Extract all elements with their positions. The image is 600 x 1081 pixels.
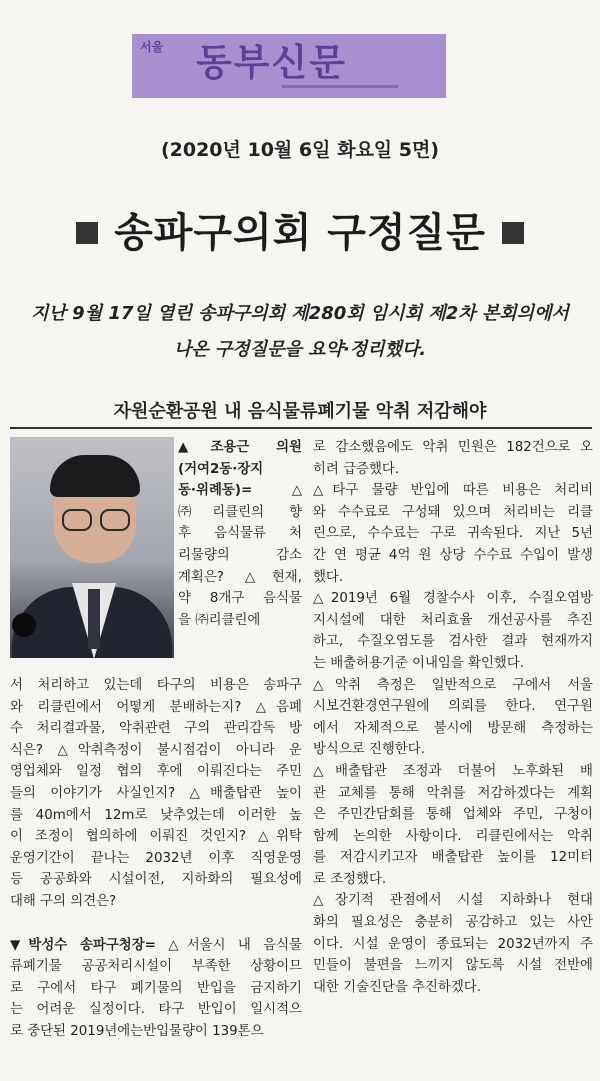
lede-line-2: 나온 구정질문을 요약·정리했다. [173,339,427,360]
article-line: 는 배출허용기준 이내임을 확인했다. [313,655,525,671]
article-line: 로 감소했음에도 악취 민원은 182건으로 오 [313,440,593,455]
article-line: 대해 구의 의견은? [10,893,117,909]
article-line: 로 구에서 타구 폐기물의 반입을 금지하기 [10,980,302,996]
masthead-title: 동부신문 [196,40,347,84]
councilor-photo [10,437,174,658]
article-line: 와 수수료로 구성돼 있으며 처리비는 리클 [313,504,593,520]
article-line: 민들이 불편을 느끼지 않도록 시설 전반에 [313,958,593,974]
article-line: 계획은? △현재, [178,569,302,585]
article-line: 로 조정했다. [313,871,387,887]
article-line: 은 주민간담회를 통해 업체와 주민, 구청이 [313,807,593,823]
article-column-left-main [10,675,302,1043]
masthead-strip [282,85,398,88]
paragraph [313,588,593,674]
article-line: 운영기간이 끝나는 2032년 이후 직영운영 [10,850,302,866]
paragraph [313,761,593,891]
article-line: 이다. 시설 운영이 종료되는 2032년까지 주 [313,936,593,952]
article-line: △2019년 6월 경찰수사 이후, 수질오염방 [313,591,593,607]
paragraph [313,437,593,480]
headline-row [0,205,600,261]
article-line: 등 공공화와 시설이전, 지하화의 필요성에 [10,872,302,888]
article-column-right [313,437,593,998]
article-line: △장기적 관점에서 시설 지하화나 현대 [313,893,593,909]
article-line: △악취 측정은 일반적으로 구에서 서울 [313,677,593,693]
dateline: (2020년 10월 6일 화요일 5면) [160,139,440,161]
lede [20,296,580,368]
article-line: 히려 급증했다. [313,461,400,477]
question-block [10,675,302,913]
square-bullet-icon [76,222,98,244]
article-line: 했다. [313,569,344,585]
article-line: 를 저감시키고자 배출탑관 높이를 12미터 [313,850,593,866]
article-line: 들의 이야기가 사실인지? △배출탑관 높이 [10,785,302,801]
article-line: 에서 자체적으로 불시에 방문해 측정하는 [313,720,593,736]
article-line: 식은? △악취측정이 불시점검이 아니라 운 [10,742,302,758]
article-line: ▼박성수 송파구청장= △서울시 내 음식물 [10,937,302,953]
paragraph [313,675,593,761]
paragraph [313,480,593,588]
article-line: 를 40m에서 12m로 낮추었는데 이러한 높 [10,807,302,823]
article-line: 을 ㈜리클린에 [178,612,261,628]
article-line: 함께 논의한 사항이다. 리클린에서는 악취 [313,828,593,844]
subheadline: 자원순환공원 내 음식물류폐기물 악취 저감해야 [113,401,487,422]
article-line: 리물량의 감소 [178,547,302,563]
article-column-left-top [178,437,302,631]
article-line: 방식으로 진행한다. [313,742,425,758]
newspaper-masthead [132,34,446,98]
answer-block [10,935,302,1043]
article-line: (거여2동·장지 [178,461,264,477]
article-line: ㈜리클린의 향 [178,504,302,520]
article-line: 류폐기물 공공처리시설이 부족한 상황이므 [10,959,302,975]
article-line: △타구 물량 반입에 따른 비용은 처리비 [313,483,593,499]
article-line: ▲조용근 의원 [178,440,302,455]
article-line: 린으로, 수수료는 구로 귀속된다. 지난 5년 [313,526,593,542]
article-line: 하고, 수질오염도를 검사한 결과 현재까지 [313,634,593,650]
article-line: 는 어려운 실정이다. 타구 반입이 일시적으 [10,1002,302,1018]
divider-rule [10,427,592,429]
article-line: 지시설에 대한 처리효율 개선공사를 추진 [313,612,593,628]
paragraph [313,890,593,998]
article-line: 시보건환경연구원에 의뢰를 한다. 연구원 [313,699,593,715]
article-line: 영업체와 일정 협의 후에 이뤄진다는 주민 [10,764,302,780]
article-line: 약 8개구 음식물 [178,591,302,607]
article-line: 이 조정이 협의하에 이뤄진 것인지? △위탁 [10,829,302,845]
article-line: 간 연 평균 4억 원 상당 수수료 수입이 발생 [313,547,593,563]
masthead-region: 서울 [140,40,164,54]
article-line: 관 교체를 통해 악취를 저감하겠다는 계획 [313,785,593,801]
lede-line-1: 지난 9월 17일 열린 송파구의회 제280회 임시회 제2차 본회의에서 [31,303,569,324]
article-line: 로 중단된 2019년에는반입물량이 139톤으 [10,1023,264,1039]
article-line: 서 처리하고 있는데 타구의 비용은 송파구 [10,678,302,693]
article-line: △배출탑관 조정과 더불어 노후화된 배 [313,763,593,779]
article-line: 후 음식물류 처 [178,526,302,542]
headline: 송파구의회 구정질문 [114,209,486,256]
article-line: 대한 기술진단을 추진하겠다. [313,979,481,995]
square-bullet-icon [502,222,524,244]
article-line: 동·위례동)= △ [178,483,302,499]
article-line: 와 리클린에서 어떻게 분배하는지? △음폐 [10,699,302,715]
article-line: 화의 필요성은 충분히 공감하고 있는 사안 [313,915,593,931]
article-line: 수 처리결과물, 악취관련 구의 관리감독 방 [10,721,302,737]
